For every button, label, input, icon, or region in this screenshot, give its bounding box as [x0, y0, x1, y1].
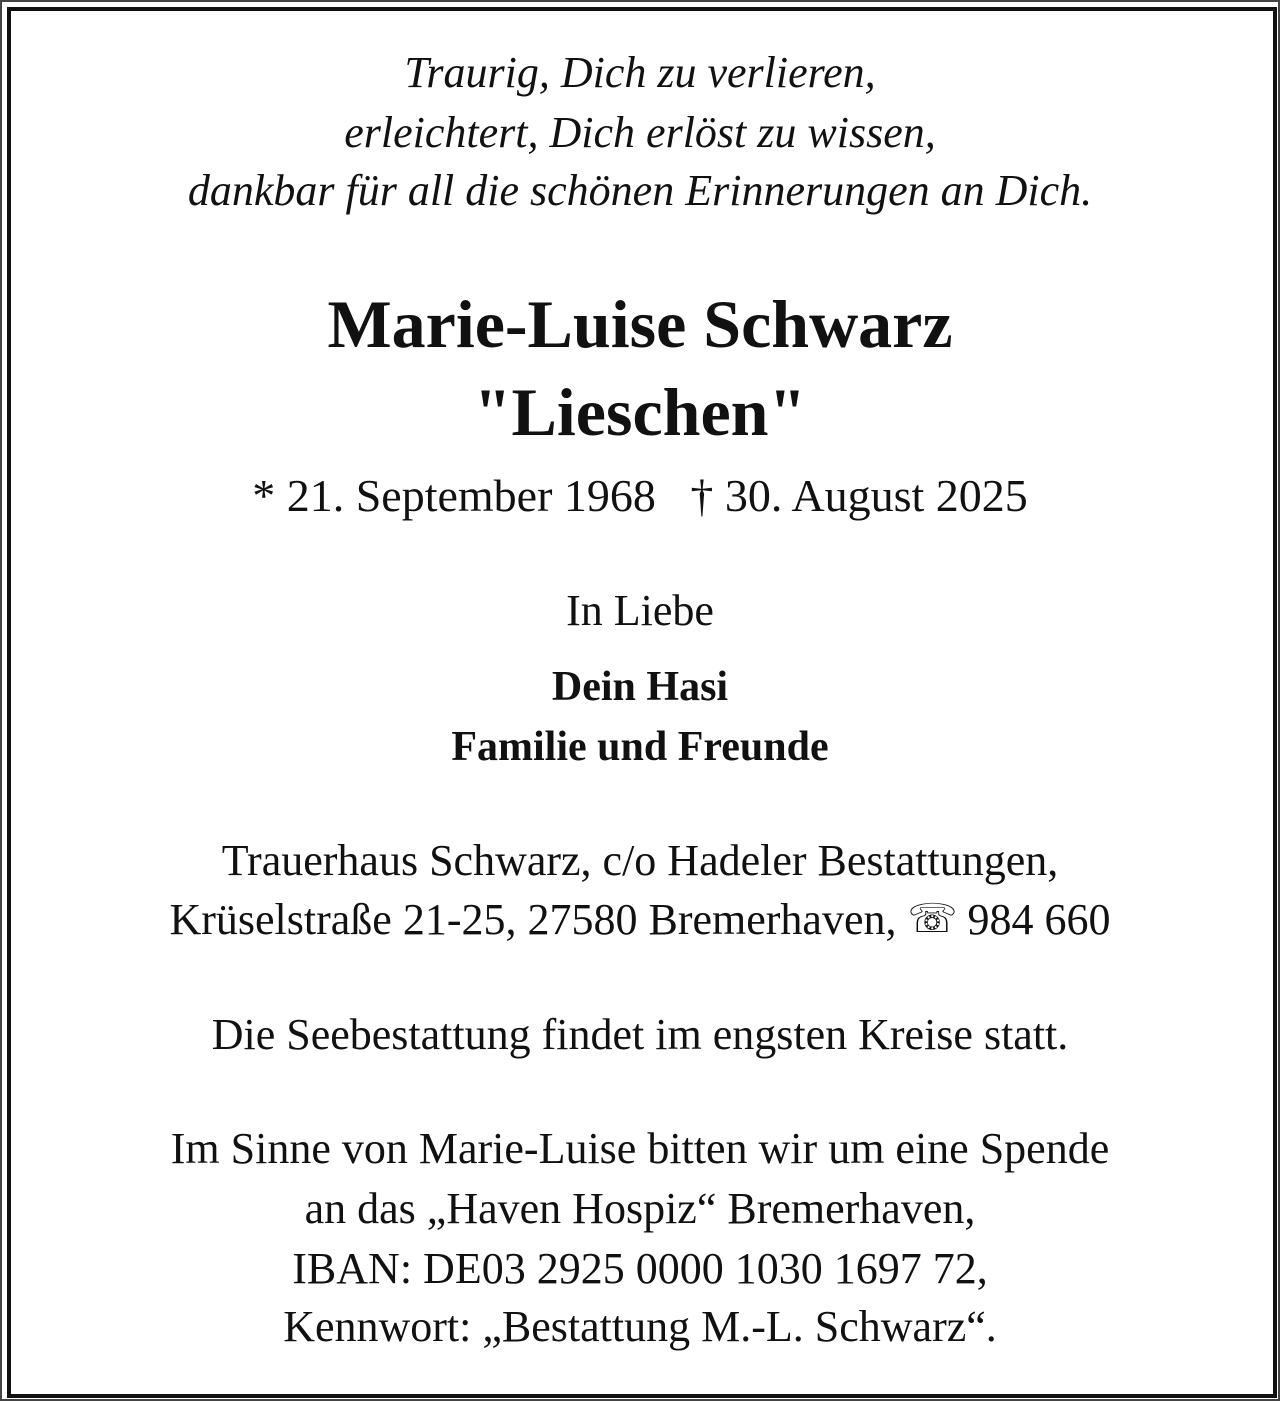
motto-line-1: Traurig, Dich zu verlieren, — [404, 48, 876, 97]
donation-line-2: an das „Haven Hospiz“ Bremerhaven, — [304, 1184, 976, 1233]
deceased-nickname: "Lieschen" — [473, 374, 807, 450]
mourner-1: Dein Hasi — [551, 664, 729, 710]
phone-number: 984 660 — [967, 895, 1111, 944]
closing-text: In Liebe — [566, 586, 714, 635]
address-line-2 — [0, 890, 1280, 949]
donation-keyword: Kennwort: „Bestattung M.-L. Schwarz“. — [283, 1302, 997, 1351]
motto-line-3: dankbar für all die schönen Erinnerungen an Dich. — [187, 166, 1093, 215]
telephone-icon: ☏ — [907, 896, 958, 942]
life-dates: * 21. September 1968 † 30. August 2025 — [252, 470, 1028, 521]
mourner-2: Familie und Freunde — [451, 724, 829, 770]
deceased-name: Marie-Luise Schwarz — [327, 286, 953, 362]
donation-line-1: Im Sinne von Marie-Luise bitten wir um eine Spende — [170, 1124, 1110, 1173]
donation-iban: IBAN: DE03 2925 0000 1030 1697 72, — [292, 1244, 988, 1293]
funeral-note: Die Seebestattung findet im engsten Kreise statt. — [211, 1010, 1069, 1059]
motto-line-2: erleichtert, Dich erlöst zu wissen, — [344, 108, 936, 157]
address-line-1: Trauerhaus Schwarz, c/o Hadeler Bestattungen, — [221, 836, 1059, 885]
address-street: Krüselstraße 21-25, 27580 Bremerhaven, — [169, 895, 897, 944]
